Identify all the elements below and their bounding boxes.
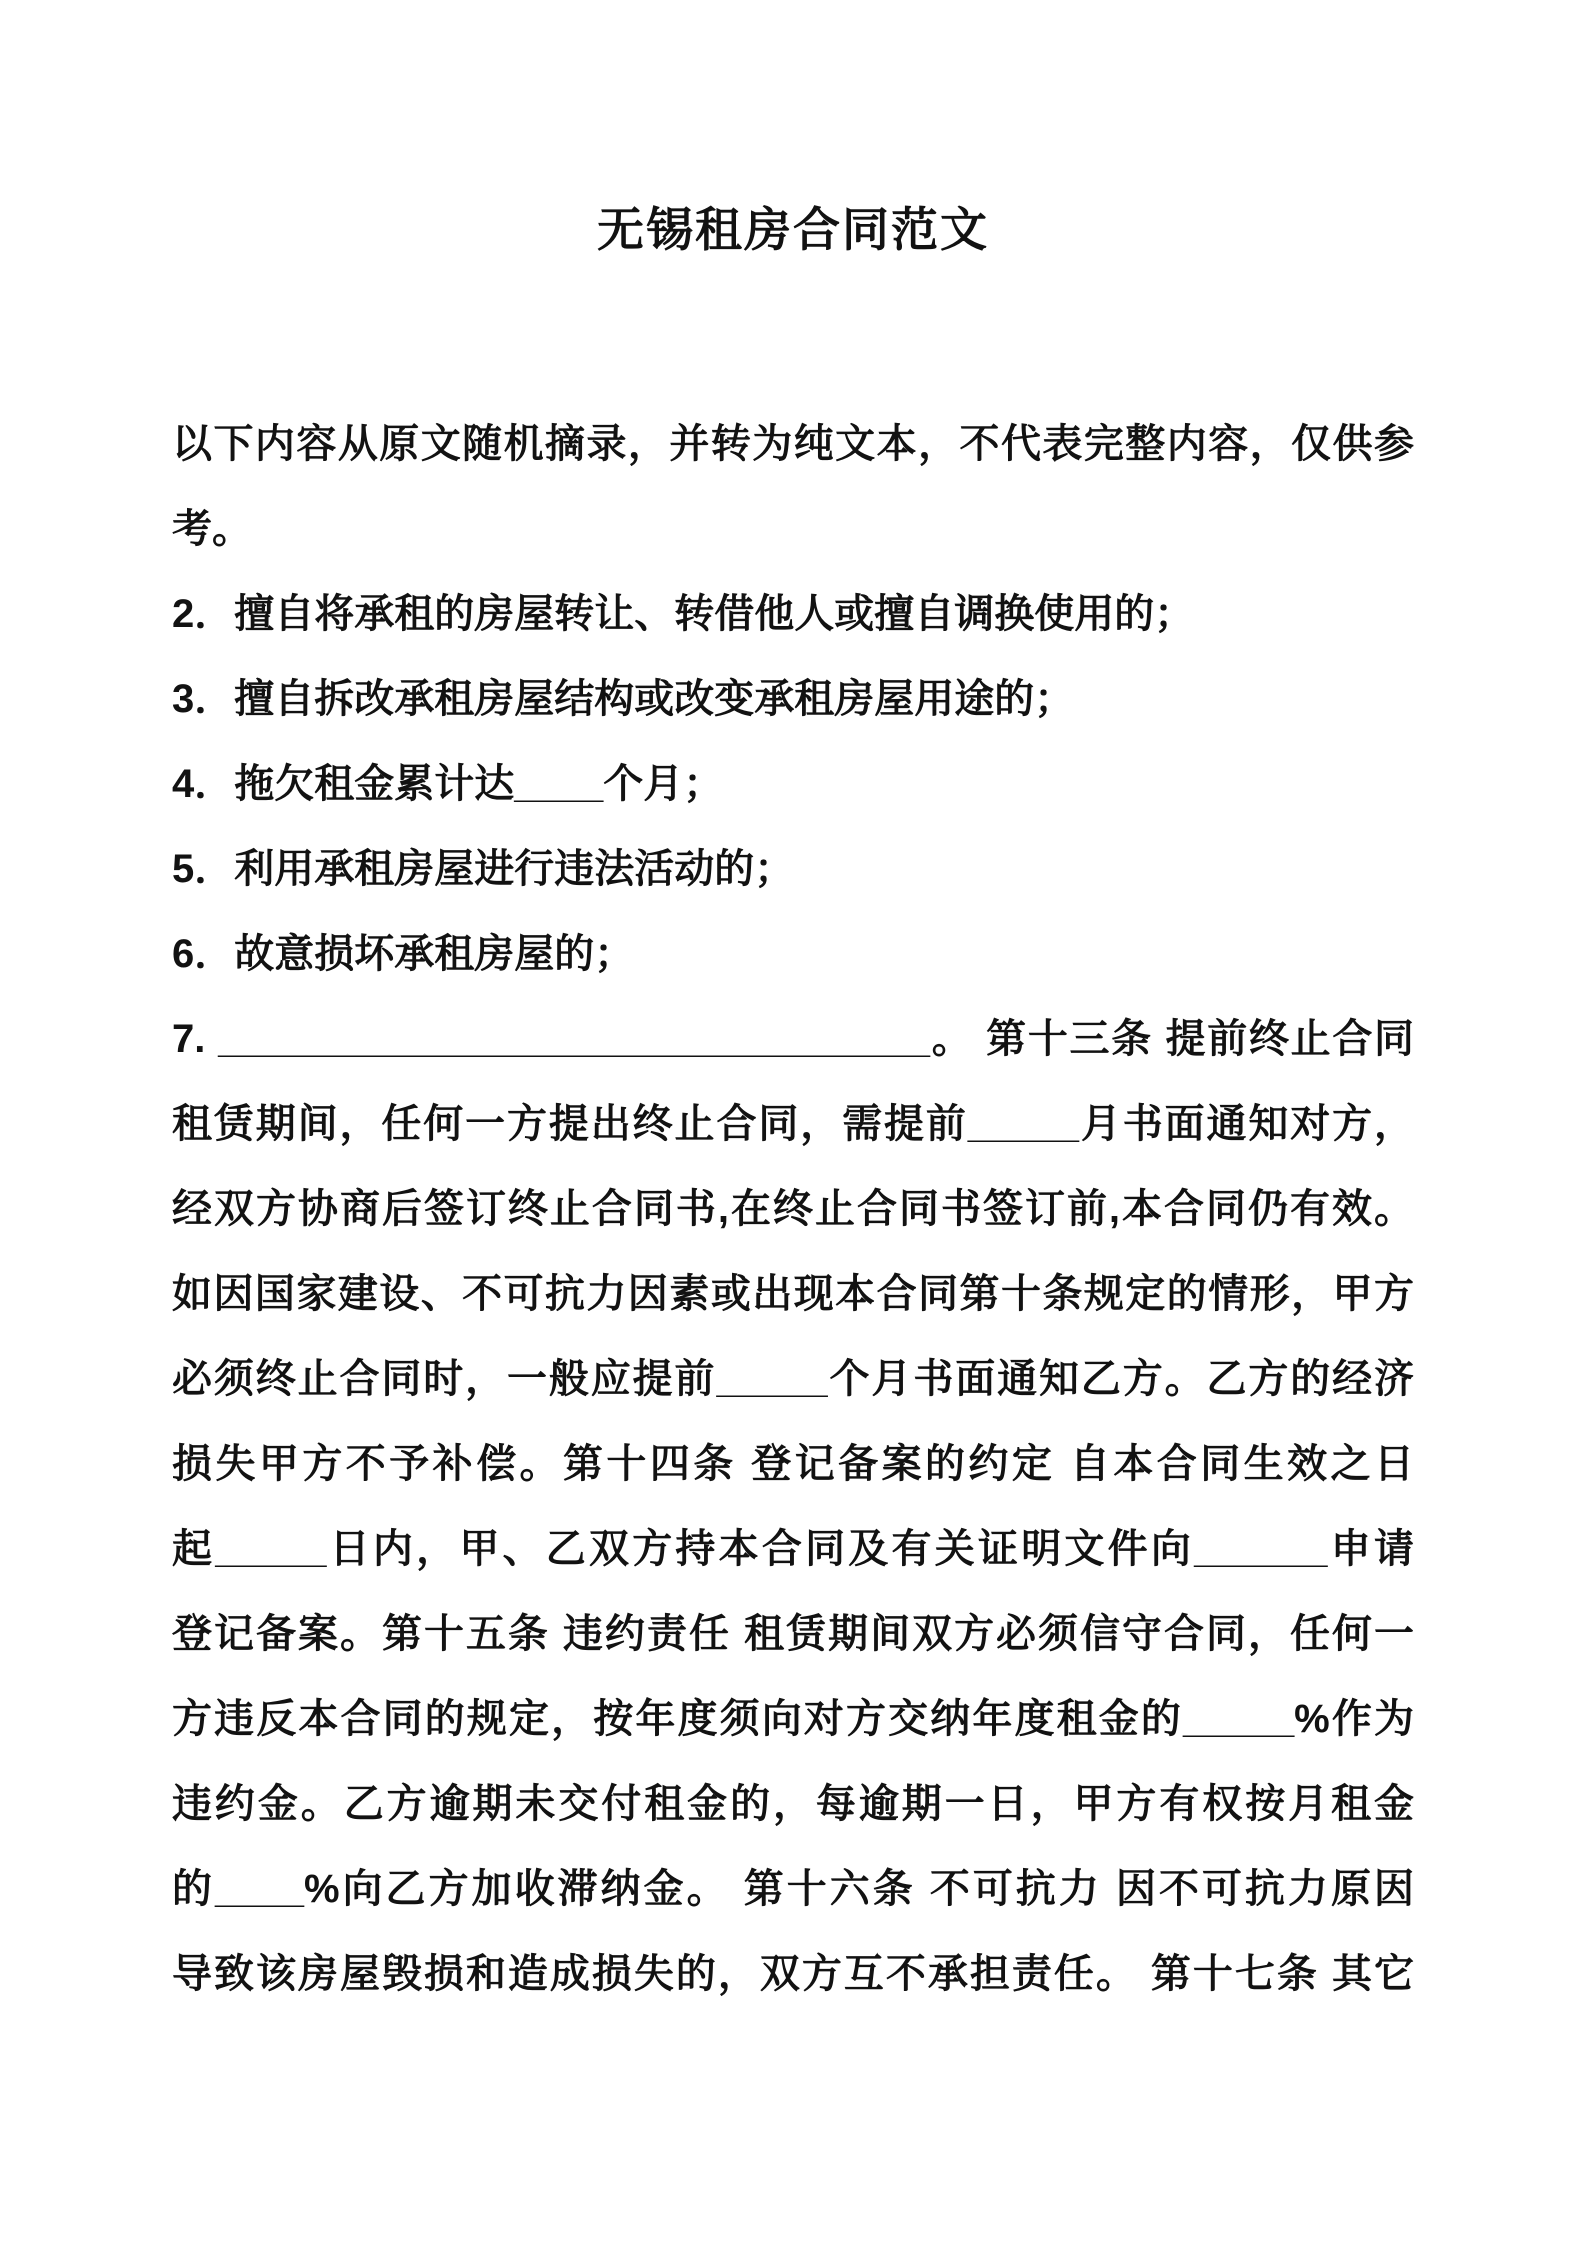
document-line: 7. ________________________________。 第十三条 提前终止合同 bbox=[172, 1017, 1414, 1061]
document-line: 4．拖欠租金累计达____个月； bbox=[172, 762, 724, 806]
document-line: 损失甲方不予补偿。第十四条 登记备案的约定 自本合同生效之日 bbox=[172, 1442, 1414, 1486]
document-line: 以下内容从原文随机摘录，并转为纯文本，不代表完整内容，仅供参 bbox=[172, 422, 1414, 466]
document-line: 2．擅自将承租的房屋转让、转借他人或擅自调换使用的； bbox=[172, 592, 1195, 636]
document-title: 无锡租房合同范文 bbox=[597, 203, 989, 256]
document-line: 必须终止合同时，一般应提前_____个月书面通知乙方。乙方的经济 bbox=[172, 1357, 1414, 1401]
document-line: 考。 bbox=[172, 507, 252, 551]
document-line: 租赁期间，任何一方提出终止合同，需提前_____月书面通知对方， bbox=[172, 1102, 1414, 1146]
document-line: 6．故意损坏承租房屋的； bbox=[172, 932, 635, 976]
document-line: 如因国家建设、不可抗力因素或出现本合同第十条规定的情形，甲方 bbox=[172, 1272, 1414, 1316]
document-line: 经双方协商后签订终止合同书,在终止合同书签订前,本合同仍有效。 bbox=[172, 1187, 1414, 1231]
document-line: 违约金。乙方逾期未交付租金的，每逾期一日，甲方有权按月租金 bbox=[172, 1782, 1414, 1826]
document-line: 登记备案。第十五条 违约责任 租赁期间双方必须信守合同，任何一 bbox=[172, 1612, 1414, 1656]
document-line: 5．利用承租房屋进行违法活动的； bbox=[172, 847, 795, 891]
document-line: 3．擅自拆改承租房屋结构或改变承租房屋用途的； bbox=[172, 677, 1075, 721]
document-line: 方违反本合同的规定，按年度须向对方交纳年度租金的_____%作为 bbox=[172, 1697, 1414, 1741]
document-line: 起_____日内，甲、乙双方持本合同及有关证明文件向______申请 bbox=[172, 1527, 1414, 1571]
document-line: 的____%向乙方加收滞纳金。 第十六条 不可抗力 因不可抗力原因 bbox=[172, 1867, 1414, 1911]
document-line: 导致该房屋毁损和造成损失的，双方互不承担责任。 第十七条 其它 bbox=[172, 1952, 1414, 1996]
document-body bbox=[0, 402, 1586, 2017]
